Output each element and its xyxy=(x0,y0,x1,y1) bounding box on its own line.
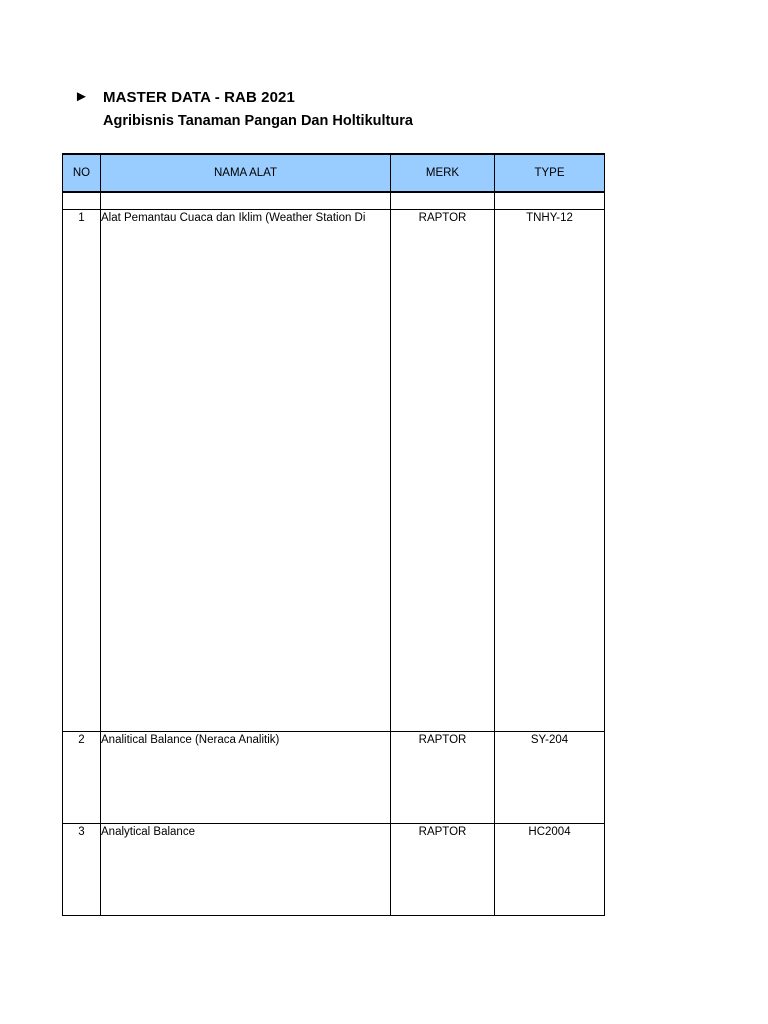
master-data-table xyxy=(62,153,605,916)
table-row xyxy=(63,824,605,916)
cell-no[interactable]: 1 xyxy=(63,210,101,732)
cell-nama-alat[interactable]: Analytical Balance xyxy=(101,824,391,916)
document-header xyxy=(74,86,413,131)
cell-no[interactable]: 3 xyxy=(63,824,101,916)
cell-merk[interactable]: RAPTOR xyxy=(391,824,495,916)
title-row xyxy=(74,86,413,108)
cell-no[interactable]: 2 xyxy=(63,732,101,824)
table-cell[interactable] xyxy=(101,192,391,210)
table-header-row xyxy=(63,154,605,192)
cell-type[interactable]: HC2004 xyxy=(495,824,605,916)
cell-type[interactable]: TNHY-12 xyxy=(495,210,605,732)
table-cell[interactable] xyxy=(391,192,495,210)
spacer-row xyxy=(63,192,605,210)
cell-merk[interactable]: RAPTOR xyxy=(391,210,495,732)
page-subtitle: Agribisnis Tanaman Pangan Dan Holtikultura xyxy=(103,113,413,129)
table-cell[interactable] xyxy=(63,192,101,210)
page-title: MASTER DATA - RAB 2021 xyxy=(103,88,295,106)
cell-nama-alat[interactable]: Alat Pemantau Cuaca dan Iklim (Weather Station Di xyxy=(101,210,391,732)
column-header-no: NO xyxy=(63,154,101,192)
column-header-merk: MERK xyxy=(391,154,495,192)
table-row xyxy=(63,732,605,824)
cell-type[interactable]: SY-204 xyxy=(495,732,605,824)
column-header-type: TYPE xyxy=(495,154,605,192)
cell-merk[interactable]: RAPTOR xyxy=(391,732,495,824)
triangle-right-icon: ► xyxy=(74,88,89,105)
table-row xyxy=(63,210,605,732)
cell-nama-alat[interactable]: Analitical Balance (Neraca Analitik) xyxy=(101,732,391,824)
table-cell[interactable] xyxy=(495,192,605,210)
column-header-nama-alat: NAMA ALAT xyxy=(101,154,391,192)
